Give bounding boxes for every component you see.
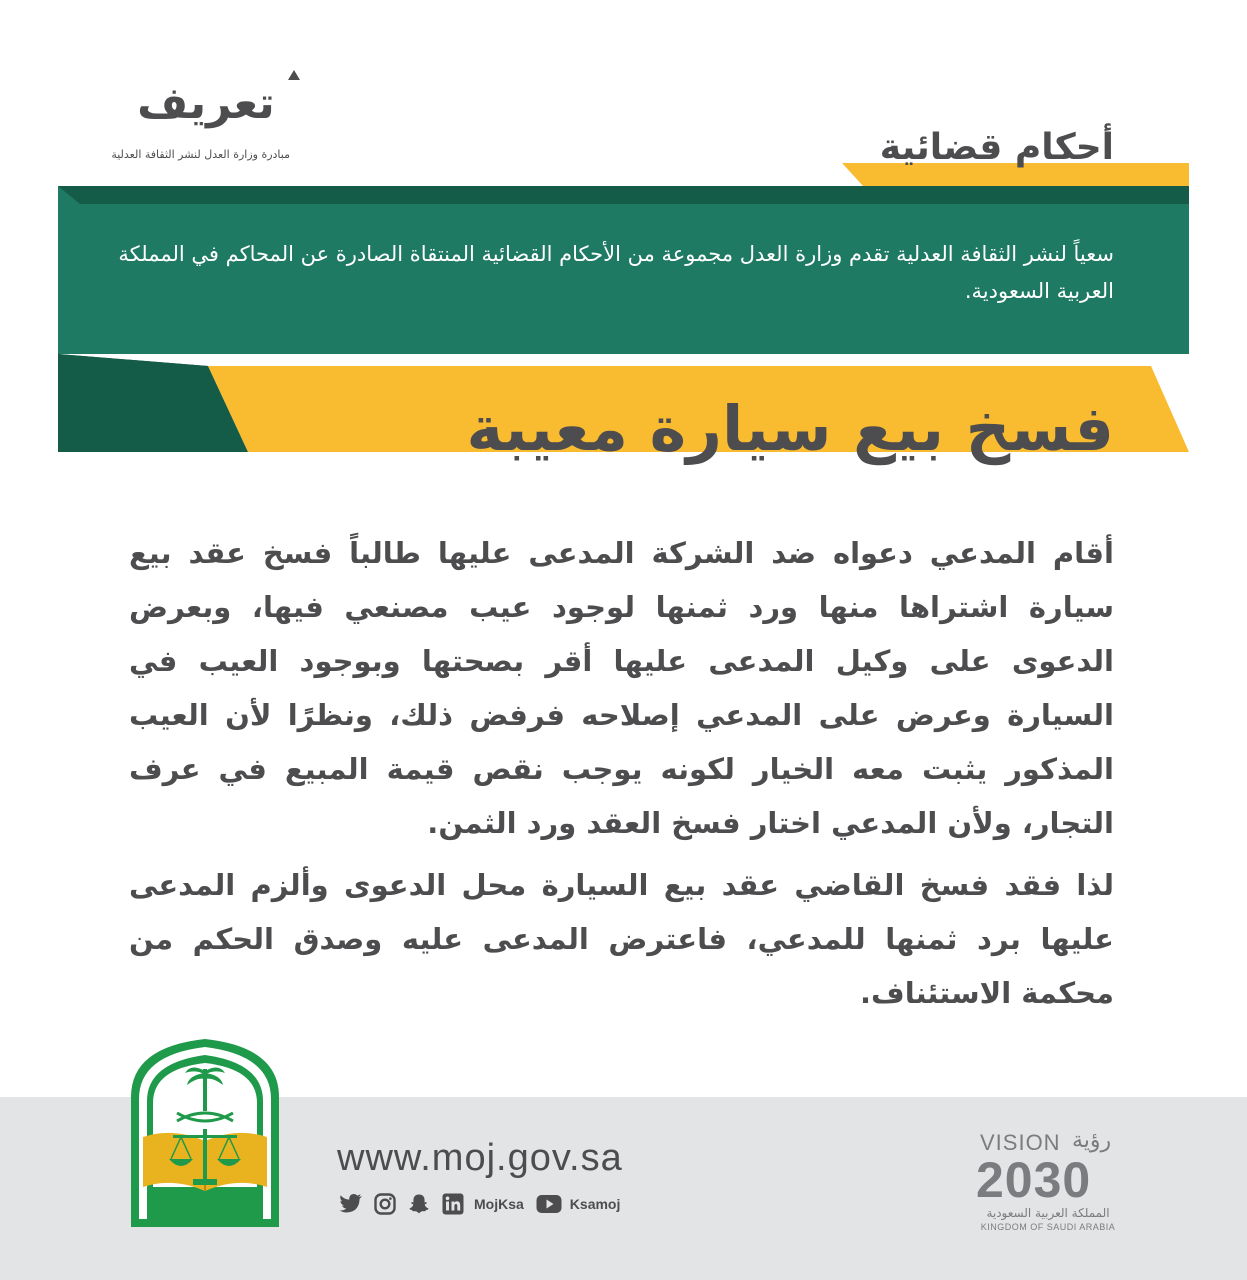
vision-en: VISION [980,1130,1061,1155]
social-handle-ksamoj[interactable]: Ksamoj [569,1196,621,1212]
page-title: فسخ بيع سيارة معيبة [466,392,1114,465]
linkedin-icon[interactable] [440,1191,466,1217]
social-handle-mojksa[interactable]: MojKsa [474,1196,524,1212]
vision-ar: رؤية [1072,1128,1112,1153]
tarif-logo [111,70,292,170]
moj-emblem-icon [127,1037,283,1227]
vision-2030-logo [968,1130,1118,1230]
body-paragraph-1: أقام المدعي دعواه ضد الشركة المدعى عليها طالباً فسخ عقد بيع سيارة اشتراها منها ورد ثمنها لوجود عيب مصنعي فيها، وبعرض الدعوى على وكيل المدعى عليها أقر بصحتها وبوجود العيب في السيارة وعرض على المدعي إصلاحه فرفض ذلك، ونظرًا لأن العيب المذكور يثبت معه الخيار لكونه يوجب نقص قيمة المبيع في عرف التجار، ولأن المدعي اختار فسخ العقد ورد الثمن. [129,536,1114,840]
logo-name: تعريف [137,78,275,129]
vision-country-ar: المملكة العربية السعودية [986,1206,1110,1220]
twitter-icon[interactable] [338,1191,364,1217]
vision-country-en: KINGDOM OF SAUDI ARABIA [980,1222,1116,1232]
social-bar [338,1189,624,1219]
header-label: أحكام قضائية [879,127,1114,168]
website-link[interactable]: www.moj.gov.sa [337,1137,623,1179]
intro-text: سعياً لنشر الثقافة العدلية تقدم وزارة العدل مجموعة من الأحكام القضائية المنتقاة الصادرة عن المحاكم في المملكة العربية السعودية. [118,242,1114,303]
body-paragraph-2: لذا فقد فسخ القاضي عقد بيع السيارة محل الدعوى وألزم المدعى عليها برد ثمنها للمدعي، فاعترض المدعى عليه وصدق الحكم من محكمة الاستئناف. [129,868,1114,1010]
instagram-icon[interactable] [372,1191,398,1217]
snapchat-icon[interactable] [406,1191,432,1217]
vision-year: 2030 [976,1152,1092,1208]
youtube-icon[interactable] [536,1191,562,1217]
logo-tagline: مبادرة وزارة العدل لنشر الثقافة العدلية [111,148,290,161]
